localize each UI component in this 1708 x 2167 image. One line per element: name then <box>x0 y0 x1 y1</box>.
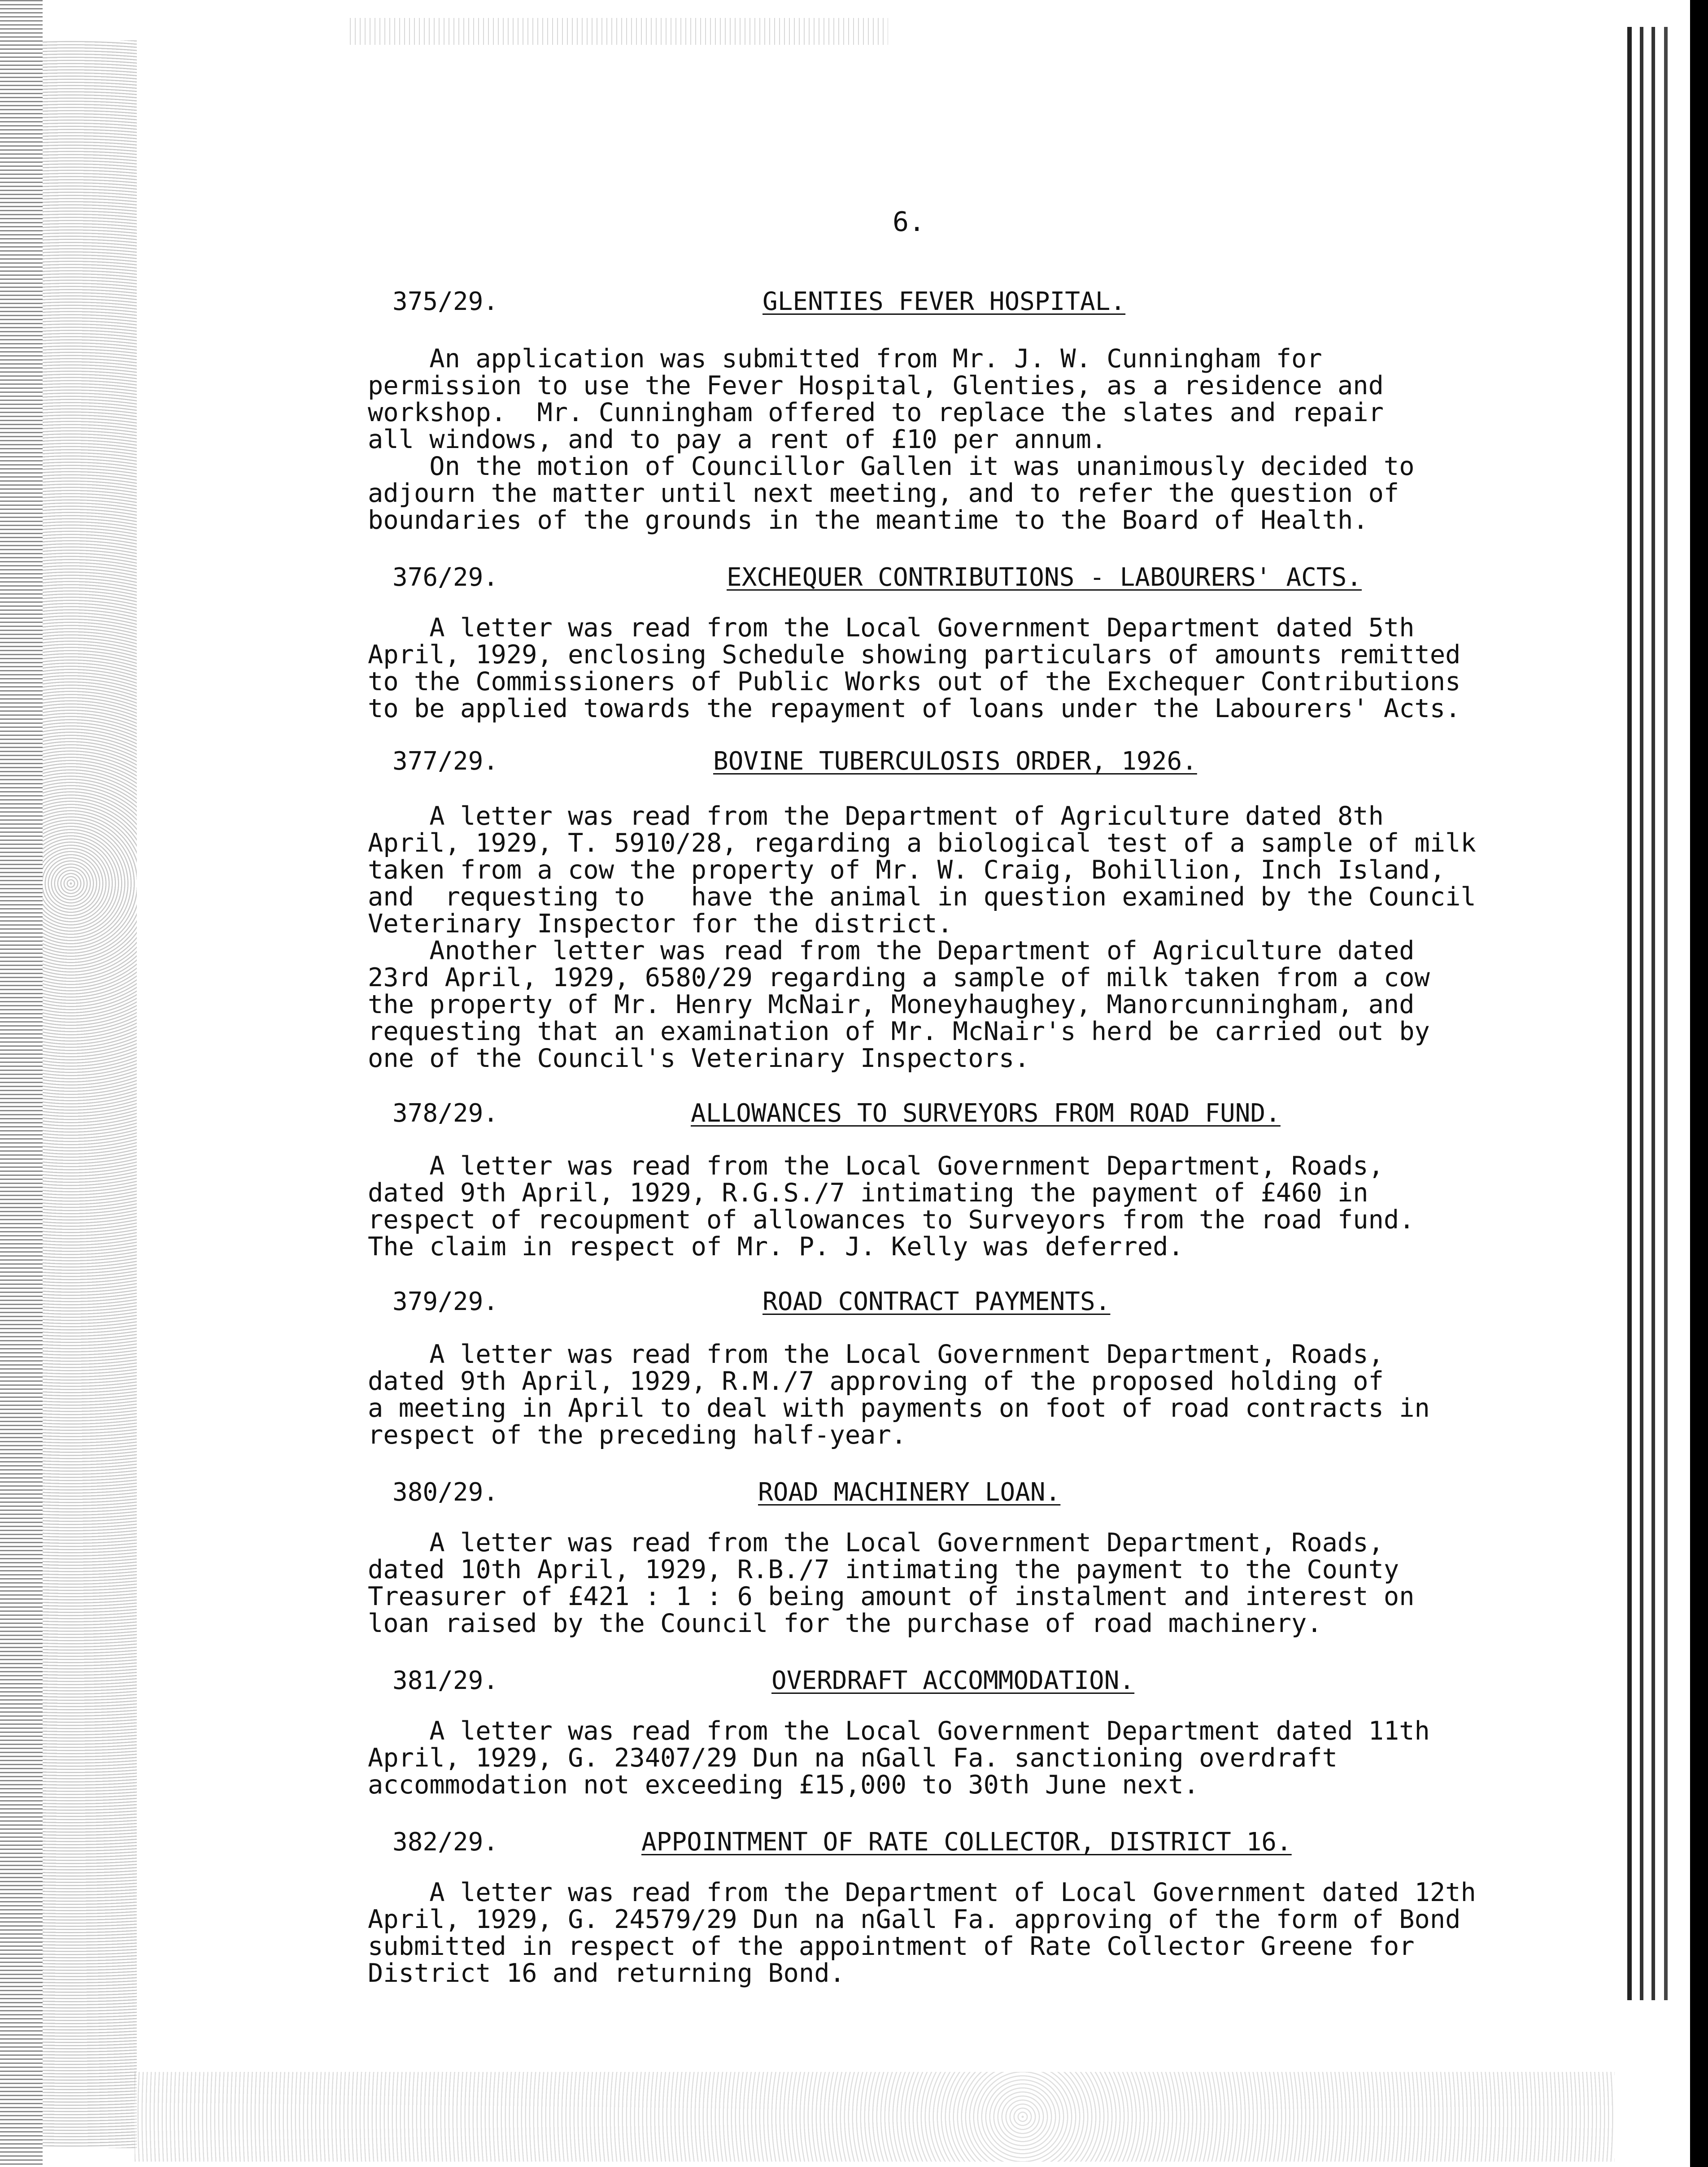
minute-number: 375/29. <box>392 287 499 316</box>
paragraph-line: dated 9th April, 1929, R.M./7 approving of the proposed holding of <box>368 1366 1384 1396</box>
paragraph-line: to be applied towards the repayment of loans under the Labourers' Acts. <box>368 694 1461 723</box>
minute-paragraph <box>368 937 1561 1072</box>
paragraph-line: submitted in respect of the appointment of Rate Collector Greene for <box>368 1932 1415 1961</box>
paragraph-line: 23rd April, 1929, 6580/29 regarding a sample of milk taken from a cow <box>368 963 1430 992</box>
paragraph-line: a meeting in April to deal with payments on foot of road contracts in <box>368 1393 1430 1423</box>
paragraph-line: Treasurer of £421 : 1 : 6 being amount of instalment and interest on <box>368 1582 1415 1611</box>
scan-bottom-noise <box>135 2072 1615 2162</box>
minute-paragraph <box>368 1341 1561 1449</box>
minute-paragraph <box>368 1529 1561 1637</box>
paragraph-line: A letter was read from the Local Government Department, Roads, <box>368 1151 1384 1181</box>
minute-paragraph <box>368 803 1561 937</box>
page-number: 6. <box>893 206 925 238</box>
paragraph-line: to the Commissioners of Public Works out of the Exchequer Contributions <box>368 667 1461 696</box>
minute-paragraph <box>368 614 1561 722</box>
paragraph-line: requesting that an examination of Mr. McNair's herd be carried out by <box>368 1017 1430 1046</box>
minute-number: 380/29. <box>392 1478 499 1507</box>
paragraph-line: A letter was read from the Local Government Department, Roads, <box>368 1340 1384 1369</box>
minute-paragraph <box>368 345 1561 453</box>
paragraph-line: workshop. Mr. Cunningham offered to replace the slates and repair <box>368 398 1384 427</box>
paragraph-line: dated 9th April, 1929, R.G.S./7 intimating the payment of £460 in <box>368 1178 1368 1208</box>
minute-title: APPOINTMENT OF RATE COLLECTOR, DISTRICT 16. <box>641 1828 1292 1857</box>
paragraph-line: and requesting to have the animal in question examined by the Council <box>368 882 1476 912</box>
paragraph-line: dated 10th April, 1929, R.B./7 intimating the payment to the County <box>368 1555 1399 1584</box>
minute-title: ROAD CONTRACT PAYMENTS. <box>762 1287 1111 1316</box>
minute-title: ALLOWANCES TO SURVEYORS FROM ROAD FUND. <box>691 1099 1281 1128</box>
minute-paragraph <box>368 1153 1561 1260</box>
paragraph-line: A letter was read from the Department of Local Government dated 12th <box>368 1878 1476 1907</box>
paragraph-line: District 16 and returning Bond. <box>368 1958 845 1988</box>
paragraph-line: boundaries of the grounds in the meantime to the Board of Health. <box>368 505 1368 535</box>
paragraph-line: respect of recoupment of allowances to Surveyors from the road fund. <box>368 1205 1415 1235</box>
minute-title: GLENTIES FEVER HOSPITAL. <box>762 287 1126 316</box>
paragraph-line: The claim in respect of Mr. P. J. Kelly was deferred. <box>368 1232 1184 1262</box>
paragraph-line: permission to use the Fever Hospital, Glenties, as a residence and <box>368 371 1384 400</box>
minute-paragraph <box>368 1718 1561 1798</box>
minute-number: 377/29. <box>392 747 499 776</box>
minute-number: 381/29. <box>392 1666 499 1695</box>
paragraph-line: April, 1929, G. 24579/29 Dun na nGall Fa. approving of the form of Bond <box>368 1905 1461 1934</box>
paragraph-line: the property of Mr. Henry McNair, Moneyhaughey, Manorcunningham, and <box>368 990 1415 1019</box>
paragraph-line: A letter was read from the Local Government Department dated 11th <box>368 1716 1430 1746</box>
paragraph-line: loan raised by the Council for the purchase of road machinery. <box>368 1609 1322 1638</box>
minute-number: 376/29. <box>392 563 499 592</box>
minute-number: 379/29. <box>392 1287 499 1316</box>
paragraph-line: April, 1929, T. 5910/28, regarding a biological test of a sample of milk <box>368 828 1476 858</box>
minute-paragraph <box>368 1879 1561 1987</box>
paragraph-line: adjourn the matter until next meeting, and to refer the question of <box>368 479 1399 508</box>
minute-title: EXCHEQUER CONTRIBUTIONS - LABOURERS' ACTS. <box>727 563 1362 592</box>
paragraph-line: one of the Council's Veterinary Inspectors. <box>368 1044 1030 1073</box>
paragraph-line: An application was submitted from Mr. J. W. Cunningham for <box>368 344 1322 374</box>
paragraph-line: Another letter was read from the Department of Agriculture dated <box>368 936 1415 966</box>
scan-right-border <box>1690 0 1708 2167</box>
paragraph-line: Veterinary Inspector for the district. <box>368 909 953 939</box>
paragraph-line: accommodation not exceeding £15,000 to 30th June next. <box>368 1770 1199 1800</box>
scan-margin-shadow <box>43 40 137 2148</box>
paragraph-line: April, 1929, G. 23407/29 Dun na nGall Fa. sanctioning overdraft <box>368 1743 1338 1773</box>
paragraph-line: respect of the preceding half-year. <box>368 1420 907 1450</box>
scan-left-edge <box>0 0 43 2167</box>
paragraph-line: A letter was read from the Department of Agriculture dated 8th <box>368 801 1384 831</box>
minute-paragraph <box>368 453 1561 534</box>
paragraph-line: April, 1929, enclosing Schedule showing particulars of amounts remitted <box>368 640 1461 670</box>
minute-title: OVERDRAFT ACCOMMODATION. <box>771 1666 1135 1695</box>
paragraph-line: A letter was read from the Local Government Department dated 5th <box>368 613 1415 643</box>
paragraph-line: On the motion of Councillor Gallen it was unanimously decided to <box>368 452 1415 481</box>
paragraph-line: all windows, and to pay a rent of £10 per annum. <box>368 425 1107 454</box>
minute-title: ROAD MACHINERY LOAN. <box>758 1478 1061 1507</box>
minute-title: BOVINE TUBERCULOSIS ORDER, 1926. <box>713 747 1197 776</box>
paragraph-line: A letter was read from the Local Government Department, Roads, <box>368 1528 1384 1558</box>
minute-number: 378/29. <box>392 1099 499 1128</box>
scan-top-noise <box>350 18 888 45</box>
paragraph-line: taken from a cow the property of Mr. W. Craig, Bohillion, Inch Island, <box>368 855 1446 885</box>
minute-number: 382/29. <box>392 1828 499 1857</box>
